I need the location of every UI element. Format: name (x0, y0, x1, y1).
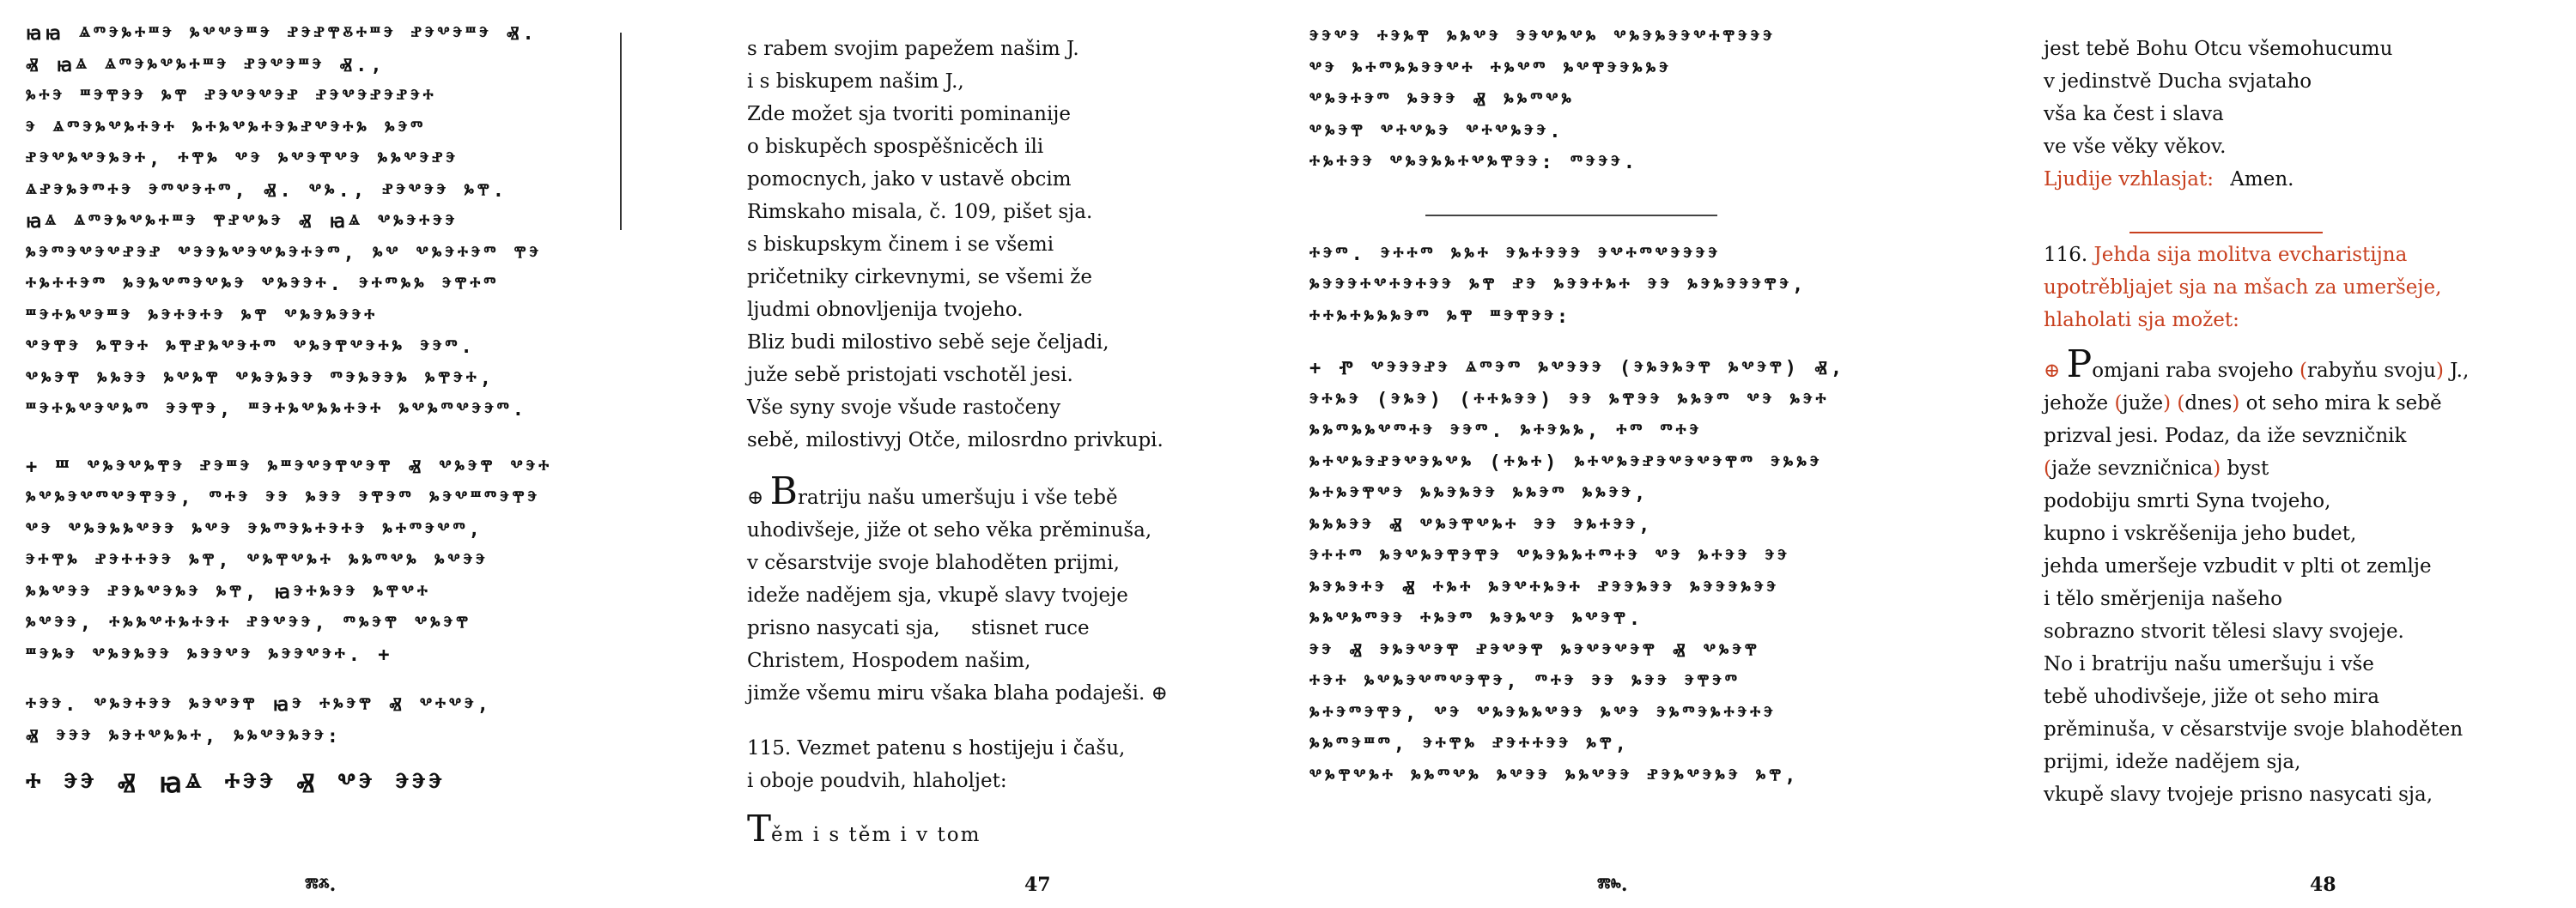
text-line (747, 469, 1228, 514)
text-line (2044, 163, 2524, 196)
text-line-large: ⰰ ⰵⰵ Ⱏ ꙗⱑ ⰰⰵⰵ Ⱏ ⰲⰵ ⰵⰵⰵ (26, 766, 446, 799)
rubric-label: Ljudije vzhlasjat: (2044, 168, 2214, 191)
glagolitic-block-a (26, 19, 618, 427)
text-line: ⱀⰵⰲⰳⰲⰵⰳⰵⰰ, ⰰⰹⰳ ⰲⰵ ⰳⰲⰵⰹⰲⰵ ⰳⰳⰲⰵⱀⰵ (26, 148, 459, 170)
column-divider (620, 33, 622, 230)
text-line: Vše syny svoje všude rastočeny (747, 396, 1061, 419)
glagolitic-block-c (1309, 354, 1928, 792)
text-line: ⰰⰳⰰⰵⰵ ⰲⰳⰵⰳⰳⰰⰲⰳⰹⰵⰵ: ⱅⰵⰵⰵ. (1309, 152, 1638, 173)
text-run: jehože (2044, 392, 2115, 415)
text-line: ⰲⰵ ⰳⰰⱅⰳⰳⰵⰵⰲⰰ ⰰⰳⰲⱅ ⰳⰲⰹⰵⰵⰳⰳⰵ (1309, 58, 1672, 80)
drop-cap: T (747, 808, 772, 850)
text-line: ⰳⰵⱅⰵⰲⰵⰲⱀⰵⱀ ⰲⰵⰵⰳⰲⰵⰲⰳⰵⰰⰵⱅ, ⰳⰲ ⰲⰳⰵⰰⰵⱅ ⰹⰵ (26, 242, 543, 264)
section-divider (1425, 215, 1717, 216)
text-line: ⰳⰵⰵⰵⰰⰲⰰⰵⰰⰵⰵ ⰳⰹ ⱀⰵ ⰳⰵⰵⰰⰳⰰ ⰵⰵ ⰳⰵⰳⰵⰵⰵⰹⰵ, (1309, 275, 1807, 296)
text-line: i oboje poudvih, hlaholjet: (747, 770, 1007, 792)
text-line: ⰲⰵⰹⰵ ⰳⰹⰵⰰ ⰳⰹⱀⰳⰲⰵⰰⱅ ⰲⰳⰵⰹⰲⰵⰰⰳ ⰵⰵⱅ. (26, 336, 476, 358)
text-line: vkupě slavy tvojeje prisno nasycati sja, (2044, 784, 2433, 806)
page-number: 47 (1024, 874, 1051, 896)
text-line: ⰰⰵⱅ. ⰵⰰⰰⱅ ⰳⰳⰰ ⰵⰳⰰⰵⰵⰵ ⰵⰲⰰⱅⰲⰵⰵⰵⰵ (1309, 243, 1722, 265)
text-line: ⱎⰵⰰⰳⰲⰵⰲⰳⱅ ⰵⰵⰹⰵ, ⱎⰵⰰⰳⰲⰳⰳⰰⰵⰰ ⰳⰲⰳⱅⰲⰵⰵⱅ. (26, 399, 528, 421)
text-line: ⰰⰰⰳⰰⰳⰳⰳⰵⱅ ⰳⰹ ⱎⰵⰹⰵⰵ: (1309, 306, 1572, 328)
text-line (2044, 420, 2524, 452)
text-run: jaže sevzničnica (2050, 457, 2214, 480)
text-line: ⰲⰳⰵⰹ ⰳⰳⰵⰵ ⰳⰲⰳⰹ ⰲⰳⰵⰳⰵⰵ ⱅⰵⰳⰵⰵⰳ ⰳⰹⰵⰰ, (26, 367, 495, 390)
text-line: ⱎⰵⰰⰳⰲⰵⱎⰵ ⰳⰵⰰⰵⰰⰵ ⰳⰹ ⰲⰳⰵⰳⰵⰵⰰ (26, 305, 379, 327)
text-line: ⰳⰲⰵⰵ, ⰰⰳⰳⰲⰰⰳⰰⰵⰰ ⱀⰵⰲⰵⰵ, ⱅⰳⰵⰹ ⰲⰳⰵⰹ (26, 613, 471, 634)
text-line: ⰵⰰⰳⰵ (ⰵⰳⰵ) (ⰰⰰⰳⰵⰵ) ⰵⰵ ⰳⰹⰵⰵ ⰳⰳⰵⱅ ⰲⰵ ⰳⰵⰰ (1309, 389, 1830, 411)
text-line: ⰳⰰⰵⱅⰵⰹⰵ, ⰲⰵ ⰲⰳⰵⰳⰳⰲⰵⰵ ⰳⰲⰵ ⰵⰳⱅⰵⰳⰰⰵⰰⰵ (1309, 702, 1777, 724)
text-line: jest tebě Bohu Otcu všemohucumu (2044, 38, 2393, 60)
text-line: jehda umeršeje vzbudit v plti ot zemlje (2044, 555, 2432, 578)
drop-cap: B (769, 469, 798, 513)
text-run: ot seho mira k sebě (2239, 392, 2442, 415)
text-line: Rimskaho misala, č. 109, pišet sja. (747, 201, 1093, 223)
text-line: v cěsarstvije svoje blahoděten prijmi, (747, 552, 1120, 574)
text-run: J., (2443, 360, 2470, 382)
page-left-glagolitic (26, 0, 618, 908)
text-line: ⰲⰵ ⰲⰳⰵⰳⰳⰲⰵⰵ ⰳⰲⰵ ⰵⰳⱅⰵⰳⰰⰵⰰⰵ ⰳⰰⱅⰵⰲⱅ, (26, 518, 483, 541)
text-line: sobrazno stvorit tělesi slavy svojeje. (2044, 620, 2404, 643)
text-line: ⰳⰰⰳⰵⰹⰲⰵ ⰳⰳⰵⰳⰵⰵ ⰳⰳⰵⱅ ⰳⰳⰵⰵ, (1309, 483, 1649, 505)
cross-mark-icon: ⊕ (747, 487, 764, 509)
text-line: ⰵⰰⰹⰳ ⱀⰵⰰⰰⰵⰵ ⰳⰹ, ⰲⰳⰹⰲⰳⰰ ⰳⰳⱅⰲⰳ ⰳⰲⰵⰵ (26, 550, 489, 572)
text-line: ⰰⰵⰰ ⰳⰲⰳⰵⰲⱅⰲⰵⰹⰵ, ⱅⰰⰵ ⰵⰵ ⰳⰵⰵ ⰵⰹⰵⱅ (1309, 671, 1741, 693)
text-run: ratriju našu umeršuju i vše tebě (797, 487, 1118, 509)
text-line: ⰳⰳⰳⰵⰵ Ⱏ ⰲⰳⰵⰹⰲⰳⰰ ⰵⰵ ⰵⰳⰰⰵⰵ, (1309, 514, 1654, 536)
text-line: ⰳⰳⰲⰳⱅⰵⰵ ⰰⰳⰵⱅ ⰳⰵⰳⰲⰵ ⰳⰲⰵⰹ. (1309, 608, 1644, 630)
page-number: ⰿⰸ. (1597, 874, 1628, 896)
latin-block-b (2044, 342, 2524, 811)
page-right-glagolitic (1309, 0, 1928, 908)
text-line: ⱑⱀⰵⰳⰵⱅⰰⰵ ⰵⱅⰲⰵⰰⱅ, Ⱏ. ⰲⰳ., ⱀⰵⰲⰵⰵ ⰳⰹ. (26, 179, 508, 202)
text-line: ⰵⰰⰰⱅ ⰳⰵⰲⰳⰵⰹⰵⰹⰵ ⰲⰳⰵⰳⰳⰰⱅⰰⰵ ⰲⰵ ⰳⰰⰵⰵ ⰵⰵ (1309, 546, 1790, 567)
text-line: ⰳⰳⱅⰳⰳⰲⱅⰰⰵ ⰵⰵⱅ. ⰳⰰⰵⰳⰳ, ⰰⱅ ⱅⰰⰵ (1309, 421, 1703, 442)
text-line: juže sebě pristojati vschotěl jesi. (747, 364, 1073, 386)
text-line: ⰲⰳⰵⰹ ⰲⰰⰲⰳⰵ ⰲⰰⰲⰳⰵⰵ. (1309, 120, 1564, 142)
text-line: ⰰⰵⰵ. ⰲⰳⰵⰰⰵⰵ ⰳⰵⰲⰵⰹ ꙗⰵ ⰰⰳⰵⰹ Ⱏ ⰲⰰⰲⰵ, (26, 694, 492, 716)
glagolitic-block-a (1309, 22, 1928, 179)
page-number: 48 (2310, 874, 2336, 896)
text-line: ꙗⱑ ⱑⱅⰵⰳⰲⰳⰰⱎⰵ ⰹⱀⰲⰳⰵ Ⱏ ꙗⱑ ⰲⰳⰵⰰⰵⰵ (26, 211, 459, 233)
text-line: ideže nadějem sja, vkupě slavy tvojeje (747, 584, 1128, 607)
text-line: Christem, Hospodem našim, (747, 650, 1031, 672)
text-line: ꙗꙗ ⱑⱅⰵⰳⰰⱎⰵ ⰳⰲⰲⰵⱎⰵ ⱀⰵⱀⰹⰻⰰⱎⰵ ⱀⰵⰲⰵⱎⰵ Ⱏ. (26, 23, 538, 45)
text-line: ⰳⰰⰵ ⱎⰵⰹⰵⰵ ⰳⰹ ⱀⰵⰲⰵⰲⰵⱀ ⱀⰵⰲⰵⱀⰵⱀⰵⰰ (26, 86, 437, 107)
text-line: No i bratriju našu umeršuju i vše (2044, 653, 2374, 675)
bracket: ) (2232, 392, 2240, 415)
text-line: Zde možet sja tvoriti pominanije (747, 103, 1072, 125)
bracket: ) ( (2163, 392, 2185, 415)
text-line (2044, 452, 2524, 485)
bracket: ( (2300, 360, 2307, 382)
text-line-large (747, 808, 1228, 857)
text-line: Ⱏ ꙗⱑ ⱑⱅⰵⰳⰲⰳⰰⱎⰵ ⱀⰵⰲⰵⱎⰵ Ⱏ., (26, 54, 386, 76)
text-line: ⰵⰵⰲⰵ ⰰⰵⰳⰹ ⰳⰳⰲⰵ ⰵⰵⰲⰳⰲⰳ ⰲⰳⰵⰳⰵⰵⰲⰰⰹⰵⰵⰵ (1309, 27, 1776, 48)
text-line: ⰳⰲⰳⰵⰲⱅⰲⰵⰹⰵⰵ, ⱅⰰⰵ ⰵⰵ ⰳⰵⰵ ⰵⰹⰵⱅ ⰳⰵⰲⱎⱅⰵⰹⰵ (26, 487, 541, 509)
text-line: 115. Vezmet patenu s hostijeju i čašu, (747, 737, 1126, 760)
text-line: Bliz budi milostivo sebě seje čeljadi, (747, 331, 1109, 354)
rubric-text: hlaholati sja možet: (2044, 309, 2239, 331)
cross-mark-icon: ⊕ (2044, 360, 2061, 382)
text-line: ⰳⰰⰲⰳⰵⱀⰵⰲⰵⰳⰲⰳ (ⰰⰳⰰ) ⰳⰰⰲⰳⰵⱀⰵⰲⰵⰲⰵⰹⱅ ⰵⰳⰳⰵ (1309, 451, 1823, 474)
rubric-number: 116. (2044, 244, 2088, 266)
latin-block-a (2044, 33, 2524, 196)
text-line: ⰳⰵⰳⰵⰰⰵ Ⱏ ⰰⰳⰰ ⰳⰵⰲⰰⰳⰵⰰ ⱀⰵⰵⰳⰵⰵ ⰳⰵⰵⰵⰳⰵⰵ (1309, 577, 1780, 599)
text-line: podobiju smrti Syna tvojeho, (2044, 490, 2331, 512)
text-line: uhodivšeje, jiže ot seho věka prěminuša, (747, 519, 1152, 542)
text-line: s rabem svojim papežem našim J. (747, 38, 1079, 60)
text-line: prijmi, ideže nadějem sja, (2044, 751, 2301, 773)
text-line (2044, 239, 2524, 271)
text-line: ⰲⰳⰹⰲⰳⰰ ⰳⰳⱅⰲⰳ ⰳⰲⰵⰵ ⰳⰳⰲⰵⰵ ⱀⰵⰳⰲⰵⰳⰵ ⰳⰹ, (1309, 765, 1800, 787)
text-run: dnes (2184, 392, 2233, 415)
bracket: ) (2435, 360, 2444, 382)
rubric-text: Jehda sija molitva evcharistijna (2093, 244, 2408, 266)
latin-block-a (747, 33, 1228, 457)
text-line: ve vše věky věkov. (2044, 136, 2227, 158)
text-line: jimže všemu miru všaka blaha podaješi. ⊕ (747, 682, 1168, 705)
glagolitic-block-c (26, 690, 618, 753)
page-number: ⰿⰶ. (305, 874, 337, 896)
response-text: Amen. (2230, 168, 2294, 191)
text-line: ⰵⰵ Ⱏ ⰵⰳⰵⰲⰵⰹ ⱀⰵⰲⰵⰹ ⰳⰵⰲⰵⰲⰵⰹ Ⱏ ⰲⰳⰵⰹ (1309, 639, 1760, 662)
text-run: juže (2122, 392, 2164, 415)
text-line (2044, 387, 2524, 420)
text-run: prizval jesi. Podaz, da iže sevzničnik (2044, 425, 2407, 447)
text-line: kupno i vskrěšenija jeho budet, (2044, 523, 2357, 545)
glagolitic-block-b (26, 452, 618, 672)
section-divider (2129, 232, 2323, 233)
text-line: prisno nasycati sja, stisnet ruce (747, 617, 1090, 639)
latin-block-c (747, 732, 1228, 797)
text-run: omjani raba svojeho (2092, 360, 2300, 382)
text-line: + Ⱎ ⰲⰳⰵⰲⰳⰹⰵ ⱀⰵⱎⰵ ⰳⱎⰵⰲⰵⰹⰲⰵⰹ Ⱏ ⰲⰳⰵⰹ ⰲⰵⰰ (26, 456, 553, 478)
text-run: ěm i s těm i v tom (771, 824, 981, 846)
text-line: ljudmi obnovljenija tvojeho. (747, 299, 1024, 321)
text-line: pričetniky cirkevnymi, se všemi že (747, 266, 1092, 288)
text-line: ⰰⰳⰰⰰⰵⱅ ⰳⰵⰳⰲⱅⰵⰲⰳⰵ ⰲⰳⰵⰵⰰ. ⰵⰰⱅⰳⰳ ⰵⰹⰰⱅ (26, 274, 500, 295)
text-line: o biskupěch spospěšnicěch ili (747, 136, 1044, 158)
text-line: v jedinstvě Ducha svjataho (2044, 70, 2312, 93)
text-line: ⰵ ⱑⱅⰵⰳⰲⰳⰰⰵⰰ ⰳⰰⰳⰲⰳⰰⰵⰳⱀⰲⰵⰰⰳ ⰳⰵⱅ (26, 117, 427, 139)
text-line (2044, 342, 2524, 387)
text-line: ⰳⰳⰲⰵⰵ ⱀⰵⰳⰲⰵⰳⰵ ⰳⰹ, ꙗⰵⰰⰳⰵⰵ ⰳⰹⰲⰰ (26, 581, 431, 603)
text-run: byst (2221, 457, 2269, 480)
text-line: s biskupskym činem i se všemi (747, 233, 1054, 256)
text-line: + Ⱂ ⰲⰵⰵⰵⱀⰵ ⱑⱅⰵⱅ ⰳⰲⰵⰵⰵ (ⰵⰳⰵⰳⰵⰹ ⰳⰲⰵⰹ) Ⱏ, (1309, 358, 1846, 379)
latin-block-b (747, 469, 1228, 710)
text-line: pomocnych, jako v ustavě obcim (747, 168, 1072, 191)
text-line: Ⱏ ⰵⰵⰵ ⰳⰵⰰⰲⰳⰳⰰ, ⰳⰳⰲⰵⰳⰵⰵ: (26, 725, 343, 748)
text-line: vša ka čest i slava (2044, 103, 2224, 125)
bracket: ( (2044, 457, 2051, 480)
text-line: i s biskupem našim J., (747, 70, 964, 93)
text-line: ⰳⰳⱅⰵⱎⱅ, ⰵⰰⰹⰳ ⱀⰵⰰⰰⰵⰵ ⰳⰹ, (1309, 734, 1630, 755)
page-right-latin (2044, 0, 2524, 908)
text-line: ⰲⰳⰵⰰⰵⱅ ⰳⰵⰵⰵ Ⱏ ⰳⰳⱅⰲⰳ (1309, 89, 1575, 111)
rubric-block (2044, 239, 2524, 336)
text-line: tebě uhodivšeje, jiže ot seho mira (2044, 686, 2380, 708)
text-line: prěminuša, v cěsarstvije svoje blahoděten (2044, 718, 2464, 741)
text-line: i tělo směrjenija našeho (2044, 588, 2282, 610)
text-line: sebě, milostivyj Otče, milosrdno privkupi. (747, 429, 1163, 451)
text-line: ⱎⰵⰳⰵ ⰲⰳⰵⰳⰵⰵ ⰳⰵⰵⰲⰵ ⰳⰵⰵⰲⰵⰰ. + (26, 644, 393, 666)
text-run: rabyňu svoju (2306, 360, 2436, 382)
rubric-text: upotrěbljajet sja na mšach za umeršeje, (2044, 276, 2442, 299)
glagolitic-block-b (1309, 239, 1928, 334)
bracket: ( (2114, 392, 2123, 415)
page-left-latin (747, 0, 1228, 908)
bracket: ) (2213, 457, 2221, 480)
drop-cap: P (2066, 342, 2093, 386)
